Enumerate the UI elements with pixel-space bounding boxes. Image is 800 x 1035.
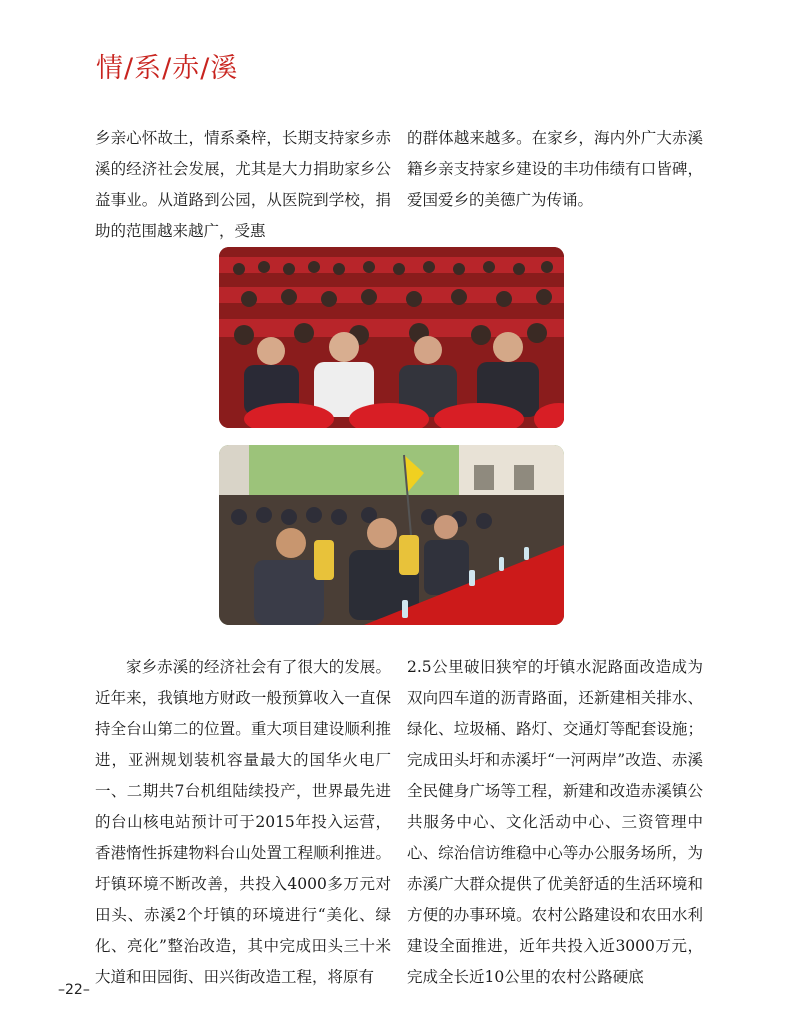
paragraph-text: 的群体越来越多。在家乡，海内外广大赤溪籍乡亲支持家乡建设的丰功伟绩有口皆碑，爱国爱乡的美德广为传诵。 [407,129,703,209]
auditorium-audience-photo [219,247,564,428]
bottom-left-column [95,652,391,993]
paragraph-text: 乡亲心怀故土，情系桑梓，长期支持家乡赤溪的经济社会发展，尤其是大力捐助家乡公益事业。从道路到公园，从医院到学校，捐助的范围越来越广，受惠 [95,129,391,240]
top-right-column [407,123,703,216]
outdoor-ceremony-photo [219,445,564,625]
page-title: 情/系/赤/溪 [96,53,239,84]
paragraph-text: 家乡赤溪的经济社会有了很大的发展。近年来，我镇地方财政一般预算收入一直保持全台山第二的位置。重大项目建设顺利推进，亚洲规划装机容量最大的国华火电厂一、二期共7台机组陆续投产，世界最先进的台山核电站预计可于2015年投入运营，香港惰性拆建物料台山处置工程顺利推进。圩镇环境不断改善，共投入4000多万元对田头、赤溪2个圩镇的环境进行“美化、绿化、亮化”整治改造，其中完成田头三十米大道和田园街、田兴街改造工程，将原有 [95,658,391,986]
bottom-right-column [407,652,703,993]
top-left-column [95,123,391,247]
page-number: –22– [58,982,90,998]
paragraph-text: 2.5公里破旧狭窄的圩镇水泥路面改造成为双向四车道的沥青路面，还新建相关排水、绿化、垃圾桶、路灯、交通灯等配套设施；完成田头圩和赤溪圩“一河两岸”改造、赤溪全民健身广场等工程，新建和改造赤溪镇公共服务中心、文化活动中心、三资管理中心、综治信访维稳中心等办公服务场所，为赤溪广大群众提供了优美舒适的生活环境和方便的办事环境。农村公路建设和农田水利建设全面推进，近年共投入近3000万元，完成全长近10公里的农村公路硬底 [407,658,703,986]
